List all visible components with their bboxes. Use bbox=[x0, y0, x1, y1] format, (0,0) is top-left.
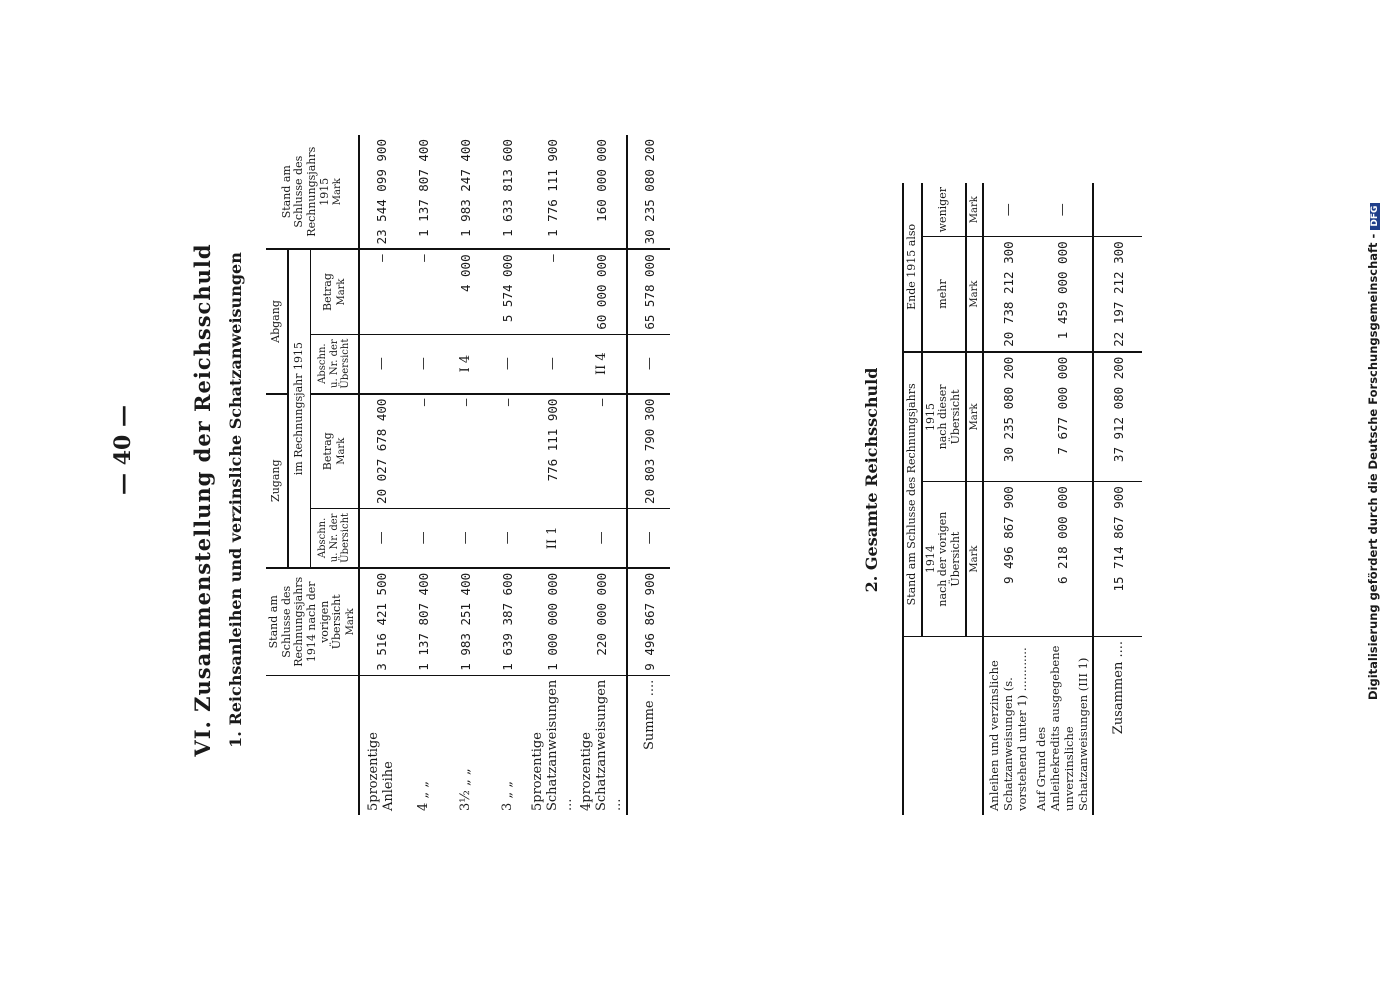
cell-1915: 7 677 000 000 bbox=[1032, 352, 1093, 482]
table-gesamte-reichsschuld bbox=[902, 183, 1142, 815]
t2-header-stand: Stand am Schlusse des Rechnungsjahrs bbox=[903, 352, 922, 637]
table-row bbox=[402, 135, 444, 815]
t1-header-betrag: Betrag bbox=[320, 273, 334, 311]
cell-zu-nr: — bbox=[577, 508, 627, 567]
page-number: — 40 — bbox=[110, 405, 136, 495]
cell-zu-nr: — bbox=[486, 508, 528, 567]
table-row bbox=[577, 135, 627, 815]
cell-stand1915: 23 544 099 900 bbox=[359, 135, 402, 249]
cell-zu-betrag: — bbox=[444, 394, 486, 509]
t2-header-1915-sub: nach dieser Übersicht bbox=[936, 384, 962, 450]
t1-header-betrag: Betrag bbox=[320, 432, 334, 471]
cell-ab-betrag: — bbox=[359, 249, 402, 334]
cell-stand1914: 1 639 387 600 bbox=[486, 568, 528, 675]
cell-zu-nr: — bbox=[402, 508, 444, 567]
total-row bbox=[1093, 183, 1142, 815]
cell-ab-nr: — bbox=[402, 334, 444, 393]
row-label: 5prozentige Anleihe bbox=[366, 732, 397, 811]
t1-header-stand1915: Stand am Schlusse des Rechnungsjahrs 1915 bbox=[279, 146, 331, 237]
cell-ab-nr: — bbox=[359, 334, 402, 393]
t2-header-mark: Mark bbox=[966, 237, 984, 352]
table-row bbox=[528, 135, 577, 815]
cell-ab-betrag: — bbox=[528, 249, 577, 334]
table-row bbox=[486, 135, 528, 815]
cell-zu-nr: — bbox=[444, 508, 486, 567]
row-label: Summe .... bbox=[627, 675, 670, 815]
t1-header-zugang: Zugang bbox=[266, 394, 288, 568]
cell-ab-betrag: 5 574 000 bbox=[486, 249, 528, 334]
t2-header-mark: Mark bbox=[966, 352, 984, 482]
t2-header-1914: 1914 bbox=[923, 545, 937, 574]
page-title: VI. Zusammenstellung der Reichsschuld bbox=[190, 243, 215, 757]
cell-stand1914: 220 000 000 bbox=[577, 568, 627, 675]
t2-header-1915: 1915 bbox=[923, 402, 937, 431]
cell-ab-nr: — bbox=[486, 334, 528, 393]
cell-1915: 37 912 080 200 bbox=[1093, 352, 1142, 482]
cell-ab-nr: II 4 bbox=[577, 334, 627, 393]
cell-stand1915: 30 235 080 200 bbox=[627, 135, 670, 249]
cell-weniger: — bbox=[983, 183, 1032, 237]
cell-mehr: 22 197 212 300 bbox=[1093, 237, 1142, 352]
cell-ab-nr: — bbox=[627, 334, 670, 393]
cell-stand1915: 1 633 813 600 bbox=[486, 135, 528, 249]
section1-title: 1. Reichsanleihen und verzinsliche Schatzanweisungen bbox=[226, 252, 245, 748]
t1-header-mark: Mark bbox=[335, 437, 347, 465]
sum-row bbox=[627, 135, 670, 815]
t2-header-weniger: weniger bbox=[922, 183, 966, 237]
table-row bbox=[359, 135, 402, 815]
t2-header-1914-sub: nach der vorigen Übersicht bbox=[936, 511, 962, 607]
cell-zu-nr: II 1 bbox=[528, 508, 577, 567]
digitization-footer bbox=[1366, 0, 1380, 700]
cell-zu-nr: — bbox=[627, 508, 670, 567]
cell-mehr: 1 459 000 000 bbox=[1032, 237, 1093, 352]
table-row bbox=[983, 183, 1032, 815]
cell-stand1914: 1 983 251 400 bbox=[444, 568, 486, 675]
t1-header-stand1914: Stand am Schlusse des Rechnungsjahrs 1914 nach der vorigen Übersicht bbox=[267, 576, 344, 667]
t2-header-ende: Ende 1915 also bbox=[903, 183, 922, 352]
row-label: 3½ „ „ bbox=[457, 768, 473, 811]
t1-header-mark: Mark bbox=[332, 178, 344, 206]
row-label: 4 „ „ bbox=[415, 780, 431, 811]
cell-stand1915: 1 776 111 900 bbox=[528, 135, 577, 249]
table-row bbox=[444, 135, 486, 815]
footer-text: Digitalisierung gefördert durch die Deutsche Forschungsgemeinschaft - bbox=[1366, 233, 1380, 700]
cell-zu-betrag: — bbox=[577, 394, 627, 509]
cell-zu-betrag: 776 111 900 bbox=[528, 394, 577, 509]
row-label: 3 „ „ bbox=[499, 780, 515, 811]
cell-ab-nr: I 4 bbox=[444, 334, 486, 393]
cell-ab-betrag: 4 000 bbox=[444, 249, 486, 334]
cell-ab-betrag: 65 578 000 bbox=[627, 249, 670, 334]
cell-ab-betrag: — bbox=[402, 249, 444, 334]
cell-mehr: 20 738 212 300 bbox=[983, 237, 1032, 352]
row-label: Zusammen .... bbox=[1093, 637, 1142, 816]
row-label: Anleihen und verzinsliche Schatzanweisungen (s. vorstehend unter 1) ............ bbox=[987, 647, 1030, 811]
t2-row-header-empty bbox=[903, 637, 983, 816]
cell-stand1914: 9 496 867 900 bbox=[627, 568, 670, 675]
t1-header-abgang: Abgang bbox=[266, 249, 288, 393]
cell-zu-betrag: — bbox=[486, 394, 528, 509]
cell-1915: 30 235 080 200 bbox=[983, 352, 1032, 482]
cell-stand1915: 1 983 247 400 bbox=[444, 135, 486, 249]
t2-header-mark: Mark bbox=[966, 183, 984, 237]
cell-1914: 6 218 000 000 bbox=[1032, 482, 1093, 637]
t1-header-mark: Mark bbox=[335, 278, 347, 306]
cell-zu-betrag: 20 027 678 400 bbox=[359, 394, 402, 509]
cell-stand1914: 3 516 421 500 bbox=[359, 568, 402, 675]
t2-header-mehr: mehr bbox=[922, 237, 966, 352]
row-label: Auf Grund des Anleihekredits ausgegebene unverzinsliche Schatzanweisungen (III 1) bbox=[1034, 645, 1091, 811]
dfg-logo: DFG bbox=[1370, 203, 1380, 230]
cell-weniger bbox=[1093, 183, 1142, 237]
cell-zu-betrag: — bbox=[402, 394, 444, 509]
t1-header-abschn: Abschn. u. Nr. der Übersicht bbox=[317, 512, 352, 563]
t1-header-mark: Mark bbox=[344, 608, 356, 636]
cell-stand1915: 160 000 000 bbox=[577, 135, 627, 249]
cell-1914: 9 496 867 900 bbox=[983, 482, 1032, 637]
cell-zu-betrag: 20 803 790 300 bbox=[627, 394, 670, 509]
section2-title: 2. Gesamte Reichsschuld bbox=[862, 367, 881, 593]
cell-1914: 15 714 867 900 bbox=[1093, 482, 1142, 637]
cell-stand1914: 1 000 000 000 bbox=[528, 568, 577, 675]
t1-header-abschn: Abschn. u. Nr. der Übersicht bbox=[317, 338, 352, 389]
cell-zu-nr: — bbox=[359, 508, 402, 567]
table-row bbox=[1032, 183, 1093, 815]
table-reichsanleihen bbox=[266, 135, 670, 815]
cell-stand1914: 1 137 807 400 bbox=[402, 568, 444, 675]
row-label: 4prozentige Schatzanweisungen ... bbox=[579, 679, 625, 811]
t1-row-header-empty bbox=[266, 675, 359, 815]
cell-weniger: — bbox=[1032, 183, 1093, 237]
row-label: 5prozentige Schatzanweisungen ... bbox=[530, 679, 576, 811]
t2-header-mark: Mark bbox=[966, 482, 984, 637]
cell-ab-nr: — bbox=[528, 334, 577, 393]
cell-stand1915: 1 137 807 400 bbox=[402, 135, 444, 249]
t1-header-rechnungsjahr: im Rechnungsjahr 1915 bbox=[288, 249, 310, 567]
cell-ab-betrag: 60 000 000 bbox=[577, 249, 627, 334]
